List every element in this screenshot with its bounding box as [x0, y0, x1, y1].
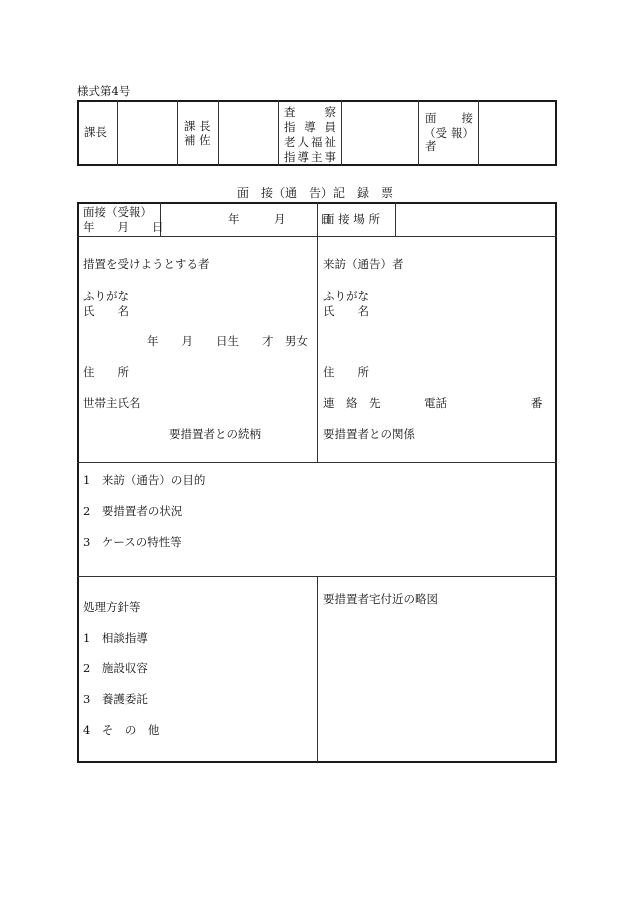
- policy-item: 1 相談指導: [83, 631, 148, 645]
- policy-heading: 処理方針等: [83, 600, 141, 614]
- left-name: 氏 名: [83, 304, 129, 318]
- satsu-line-1: 査 察: [284, 105, 336, 119]
- right-name: 氏 名: [323, 304, 369, 318]
- hosa-label-2: 補 佐: [184, 133, 211, 147]
- mensetsu-line-3: 者: [425, 139, 437, 153]
- right-phone: 電話: [424, 396, 447, 410]
- right-heading: 来訪（通告）者: [323, 257, 404, 271]
- place-label: 面 接 場 所: [323, 212, 380, 226]
- right-number: 番: [531, 396, 543, 410]
- item-purpose: 1 来訪（通告）の目的: [83, 473, 206, 487]
- satsu-line-2: 指 導 員: [284, 120, 336, 134]
- date-value-field: 年 月 日: [228, 212, 332, 226]
- left-relation: 要措置者との続柄: [169, 427, 261, 441]
- map-label: 要措置者宅付近の略図: [323, 592, 438, 606]
- right-address: 住 所: [323, 365, 369, 379]
- mensetsu-line-2: （受 報）: [424, 126, 474, 140]
- left-householder: 世帯主氏名: [83, 396, 141, 410]
- form-number: 様式第4号: [77, 84, 131, 98]
- left-furigana: ふりがな: [83, 289, 129, 303]
- policy-item: 3 養護委託: [83, 692, 148, 706]
- page-title: 面 接（通 告）記 録 票: [236, 186, 393, 200]
- policy-item: 4 そ の 他: [83, 723, 160, 737]
- policy-item: 2 施設収容: [83, 661, 148, 675]
- kacho-label: 課長: [84, 125, 107, 139]
- satsu-line-3: 老 人 福 祉: [284, 135, 336, 149]
- left-address: 住 所: [83, 365, 129, 379]
- right-furigana: ふりがな: [323, 289, 369, 303]
- mensetsu-line-1: 面 接: [425, 111, 473, 125]
- satsu-line-4: 指 導 主 事: [284, 150, 336, 164]
- item-status: 2 要措置者の状況: [83, 504, 183, 518]
- item-characteristics: 3 ケースの特性等: [83, 535, 182, 549]
- date-label-top: 面接（受報）: [83, 205, 152, 219]
- date-label-bottom: 年 月 日: [83, 220, 164, 234]
- right-relation: 要措置者との関係: [323, 427, 415, 441]
- hosa-label-1: 課 長: [184, 119, 211, 133]
- right-contact: 連 絡 先: [323, 396, 381, 410]
- left-heading: 措置を受けようとする者: [83, 257, 210, 271]
- left-birth: 年 月 日生 才 男女: [147, 334, 308, 348]
